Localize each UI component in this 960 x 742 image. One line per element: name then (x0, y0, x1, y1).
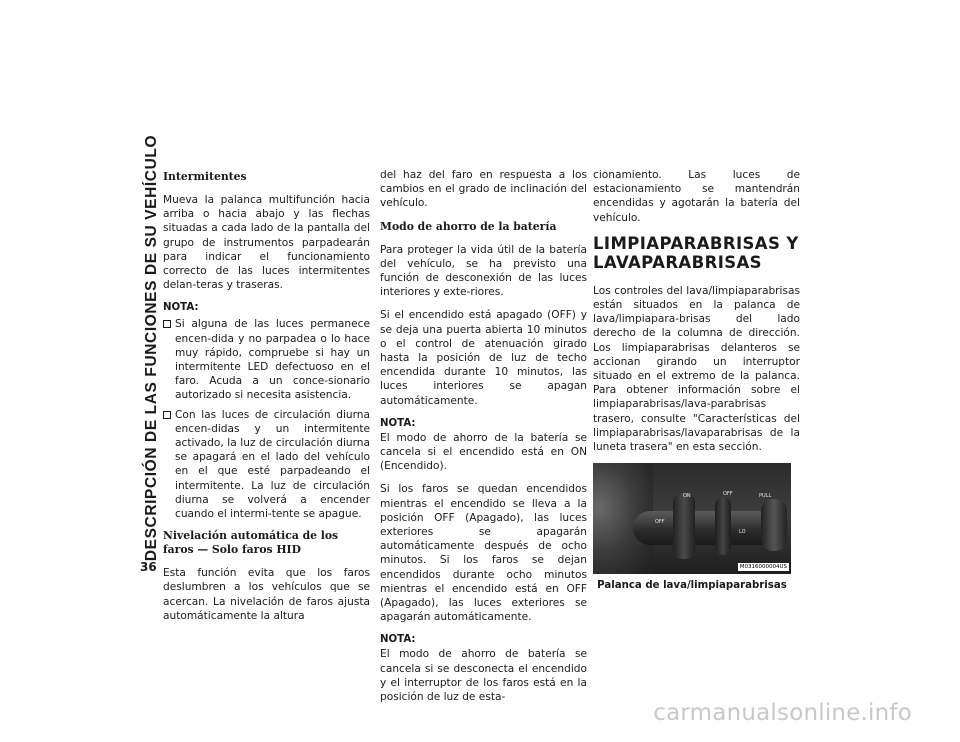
lever-label: OFF (655, 519, 665, 526)
wiper-lever-photo (593, 463, 791, 574)
section-heading-limpiaparabrisas: LIMPIAPARABRISAS Y LAVAPARABRISAS (593, 233, 799, 272)
paragraph: del haz del faro en respuesta a los cambios en el grado de inclinación del vehículo. (380, 169, 587, 210)
heading-ahorro-bateria: Modo de ahorro de la batería (380, 219, 557, 233)
side-title-text: DESCRIPCIÓN DE LAS FUNCIONES DE SU VEHÍCULO (143, 134, 161, 561)
note-label: NOTA: (380, 417, 416, 429)
lever-label: LO (739, 529, 746, 536)
heading-nivelacion: Nivelación automática de los faros — Solo faros HID (163, 529, 339, 557)
figure-caption: Palanca de lava/limpiaparabrisas (597, 580, 787, 592)
note-text: El modo de ahorro de batería se cancela si se desconecta el encendido y el interruptor de los faros está en la posición de luz de esta- (380, 648, 587, 704)
page-number: 36 (140, 560, 157, 574)
watermark: carmanualsonline.info (653, 700, 912, 726)
figure-code: M0316000004US (739, 564, 787, 571)
bullet-item: Con las luces de circulación diurna encen-didas y un intermitente activado, la luz de circulación diurna se apagará en el lado del vehículo en el que esté parpadeando el intermitente. La luz de circulación diurna se volverá a encender cuando el intermi-tente se apague. (163, 408, 370, 522)
note-label: NOTA: (380, 634, 416, 646)
column-1 (163, 170, 370, 632)
note-text: El modo de ahorro de la batería se cancela si el encendido está en ON (Encendido). (380, 431, 587, 473)
paragraph: Si el encendido está apagado (OFF) y se deja una puerta abierta 10 minutos o el control de atenuación girado hasta la posición de luz de techo encendida durante 10 minutos, las luces interiores se apagan automáticamente. (380, 309, 587, 407)
note-label: NOTA: (163, 302, 199, 314)
knob-shape (673, 493, 695, 559)
column-3 (593, 168, 800, 591)
bullet-item: Si alguna de las luces permanece encen-dida y no parpadea o lo hace muy rápido, compruebe si hay un intermitente LED defectuoso en el faro. Acuda a un conce-sionario autorizado si necesita asistencia. (163, 317, 370, 402)
paragraph: Los controles del lava/limpiaparabrisas están situados en la palanca de lava/limpiapara-brisas del lado derecho de la columna de dirección. Los limpiaparabrisas delanteros se accionan girando un interruptor situado en el extremo de la palanca. Para obtener información sobre el limpiaparabrisas/lava-parabrisas trasero, consulte "Características del limpiaparabrisas/lavaparabrisas de la luneta trasera" en esta sección. (593, 284, 800, 454)
paragraph: cionamiento. Las luces de estacionamiento se mantendrán encendidas y agotarán la batería del vehículo. (593, 169, 800, 224)
lever-label: PULL (759, 493, 772, 500)
paragraph: Esta función evita que los faros deslumbren a los vehículos que se acercan. La nivelación de faros ajusta automáticamente la altura (163, 567, 370, 622)
paragraph: Mueva la palanca multifunción hacia arriba o hacia abajo y las flechas situadas a cada lado de la pantalla del grupo de instrumentos parpadearán para indicar el funcionamiento correcto de las luces intermitentes delan-teras y traseras. (163, 194, 370, 292)
column-2 (380, 168, 587, 713)
paragraph: Si los faros se quedan encendidos mientras el encendido se lleva a la posición OFF (Apagado), las luces exteriores se apagarán automáticamente después de ocho minutos. Si los faros se dejan encendidos durante ocho minutos mientras el encendido está en OFF (Apagado), las luces exteriores se apagarán automáticamente. (380, 483, 587, 624)
paragraph: Para proteger la vida útil de la batería del vehículo, se ha previsto una función de desconexión de las luces interiores y exte-riores. (380, 243, 587, 299)
lever-label: OFF (723, 491, 733, 498)
knob-shape (715, 497, 731, 555)
knob-shape (761, 499, 787, 551)
lever-label: ON (683, 493, 691, 500)
bullet-list (163, 317, 370, 521)
heading-intermitentes: Intermitentes (163, 170, 247, 183)
